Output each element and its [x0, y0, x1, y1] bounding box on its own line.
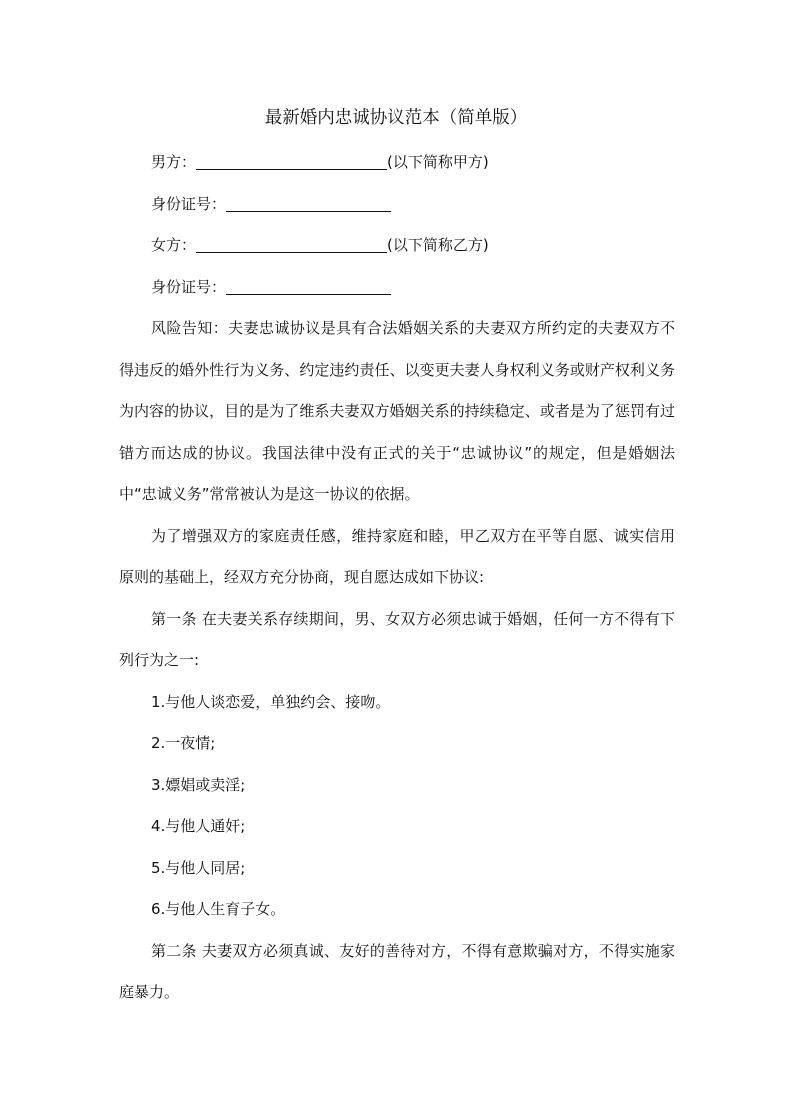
- list-item: 4.与他人通奸;: [151, 817, 246, 835]
- female-name-blank: [196, 237, 387, 253]
- male-id-label: 身份证号：: [151, 194, 227, 213]
- document-body: [119, 142, 675, 1014]
- male-name-blank: [196, 154, 387, 170]
- male-label: 男方：: [151, 153, 197, 171]
- male-note: (以下简称甲方): [387, 153, 489, 171]
- list-item: 1.与他人谈恋爱，单独约会、接吻。: [151, 692, 391, 711]
- female-id-label: 身份证号：: [151, 277, 227, 296]
- male-id-line: [119, 184, 675, 226]
- list-item: 2.一夜情;: [151, 734, 216, 752]
- risk-notice-paragraph: 风险告知：夫妻忠诚协议是具有合法婚姻关系的夫妻双方所约定的夫妻双方不得违反的婚外性行为义务、约定违约责任、以变更夫妻人身权利义务或财产权利义务为内容的协议，目的是为了维系夫妻双方婚姻关系的持续稳定、或者是为了惩罚有过错方而达成的协议。我国法律中没有正式的关于“忠诚协议”的规定，但是婚姻法中“忠诚义务”常常被认为是这一协议的依据。: [119, 319, 675, 503]
- female-note: (以下简称乙方): [387, 236, 489, 254]
- male-party-line: [119, 142, 675, 184]
- document-title: 最新婚内忠诚协议范本（简单版）: [264, 108, 528, 128]
- female-id-line: [119, 267, 675, 309]
- article-1-paragraph: 第一条 在夫妻关系存续期间，男、女双方必须忠诚于婚姻，任何一方不得有下列行为之一:: [119, 609, 675, 669]
- list-item: 3.嫖娼或卖淫;: [151, 775, 246, 794]
- male-id-blank: [226, 196, 391, 212]
- female-label: 女方：: [151, 236, 197, 254]
- list-item: 5.与他人同居;: [151, 858, 246, 877]
- preamble-paragraph: 为了增强双方的家庭责任感，维持家庭和睦，甲乙双方在平等自愿、诚实信用原则的基础上，经双方充分协商，现自愿达成如下协议:: [119, 526, 675, 586]
- female-party-line: [119, 225, 675, 267]
- article-2-paragraph: 第二条 夫妻双方必须真诚、友好的善待对方，不得有意欺骗对方，不得实施家庭暴力。: [119, 941, 675, 1001]
- female-id-blank: [226, 279, 391, 295]
- list-item: 6.与他人生育子女。: [151, 900, 286, 918]
